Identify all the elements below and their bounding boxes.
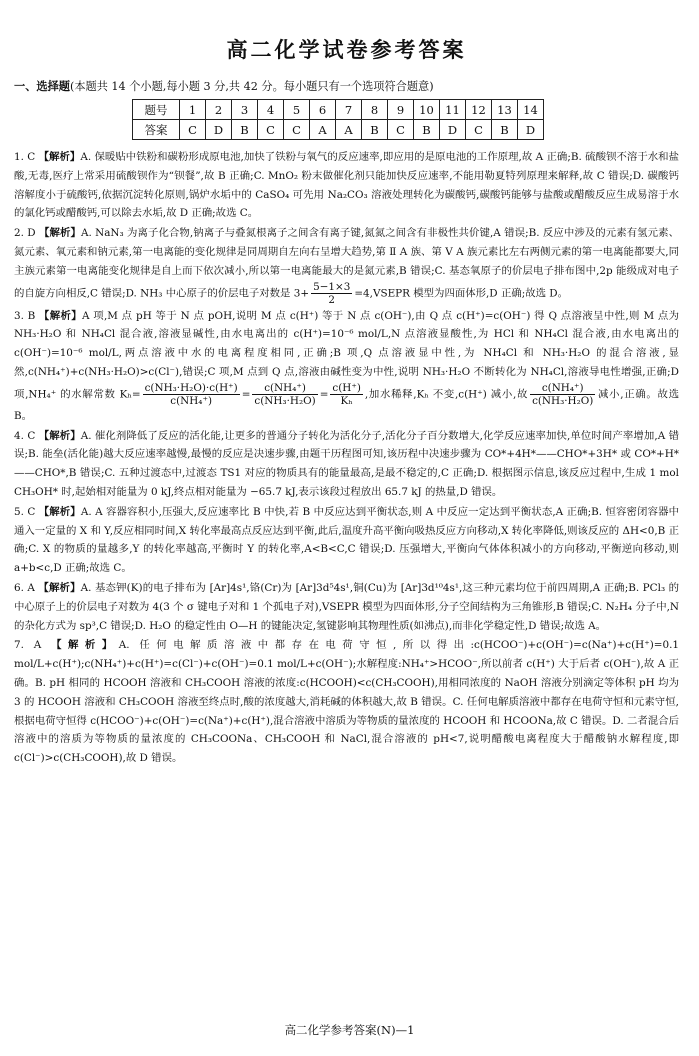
question-number-cell: 14 <box>518 100 544 120</box>
question-number-cell: 7 <box>336 100 362 120</box>
page-title: 高二化学试卷参考答案 <box>226 38 467 62</box>
analysis-tag: 【解析】 <box>38 505 81 518</box>
question-number-cell: 4 <box>258 100 284 120</box>
explanation-text: A. 催化剂降低了反应的活化能,让更多的普通分子转化为活化分子,活化分子百分数增大,化学反应速率加快,单位时间产率增加,A 错误;B. 能垒(活化能)越大反应速率越慢,最慢的反应是决速步骤,由题干历程图可知,该历程中决速步骤为 CO*+4H*——CHO*+3H* 或 CO*+H*——CHO*,B 错误;C. 五种过渡态中,过渡态 TS1 对应的物质具有的能量最高,是最不稳定的,C 正确;D. 根据图示信息,该反应过程中,生成 1 mol CH₃OH* 时,起始相对能量为 0 kJ,终点相对能量为 −65.7 kJ,表示该段过程放出 65.7 kJ 的热量,D 错误。 <box>14 429 680 498</box>
answer-cell: C <box>258 120 284 140</box>
fraction-numerator: 5−1×3 <box>313 280 351 293</box>
answer-cell: C <box>388 120 414 140</box>
section-header <box>14 78 679 96</box>
explanation-q1 <box>14 148 679 223</box>
question-number-cell: 9 <box>388 100 414 120</box>
answer-table-number-row <box>133 100 544 120</box>
fraction-numerator: c(NH₃·H₂O)·c(H⁺) <box>144 381 238 394</box>
question-number-cell: 13 <box>492 100 518 120</box>
section-heading: 一、选择题 <box>14 80 70 93</box>
explanation-text: A. NaN₃ 为离子化合物,钠离子与叠氮根离子之间含有离子键,氮氮之间含有非极性共价键,A 错误;B. 反应中涉及的元素有氢元素、氮元素、氧元素和钠元素,第一电离能的变化规律是同周期自左向右呈增大趋势,第 Ⅱ A 族、第 Ⅴ A 族元素比左右两侧元素的第一电离能都要大,同主族元素第一电离能变化规律是自上而下依次减小,所以第一电离能最大的是氮元素,B 错误;C. 基态氧原子的价层电子排布图中,2p 能级成对电子的自旋方向相反,C 错误;D. NH₃ 中心原子的价层电子对数是 3+ <box>14 227 679 300</box>
page-footer: 高二化学参考答案(N)—1 <box>284 1023 415 1037</box>
fraction-numerator: c(NH₄⁺) <box>252 382 317 395</box>
question-number-cell: 12 <box>466 100 492 120</box>
explanation-text: A. 任何电解质溶液中都存在电荷守恒,所以得出:c(HCOO⁻)+c(OH⁻)=c(Na⁺)+c(H⁺)=0.1 mol/L+c(H⁺);c(NH₄⁺)+c(H⁺)=c(Cl⁻)+c(OH⁻)=0.1 mol/L+c(OH⁻);水解程度:NH₄⁺>HCOO⁻,所以前者 c(H⁺) 大于后者 c(OH⁻),故 A 正确。B. pH 相同的 HCOOH 溶液和 CH₃COOH 溶液的浓度:c(HCOOH)<c(CH₃COOH),用相同浓度的 NaOH 溶液分别滴定等体积 pH 均为 3 的 HCOOH 溶液和 CH₃COOH 溶液至终点时,酸的浓度越大,消耗碱的体积越大,故 B 错误。C. 任何电解质溶液中都存在电荷守恒和元素守恒,根据电荷守恒得 c(HCOO⁻)+c(OH⁻)=c(Na⁺)+c(H⁺),混合溶液中溶质为等物质的量浓度的 HCOOH 和 HCOONa,故 C 错误。D. 二者混合后溶液中的溶质为等物质的量浓度的 CH₃COONa、CH₃COOH 和 NaCl,混合溶液的 pH<7,说明醋酸电离程度大于醋酸钠水解程度,即 c(Cl⁻)>c(CH₃COOH),故 D 错误。 <box>14 639 679 765</box>
explanation-text: A. A 容器容积小,压强大,反应速率比 B 中快,若 B 中反应达到平衡状态,则 A 中反应一定达到平衡状态,A 正确;B. 恒容密闭容器中通入一定量的 X 和 Y,反应相同时间,X 转化率最高点反应达到平衡,此后,温度升高平衡向吸热反应方向移动,X 转化率降低,则该反应的 ΔH<0,B 正确;C. X 的物质的量越多,Y 的转化率越高,平衡时 Y 的转化率,A<B<C,C 错误;D. 压强增大,平衡向气体体积减小的方向移动,平衡逆向移动,则 a+b<c,D 正确;故选 C。 <box>14 505 679 575</box>
question-number-cell: 6 <box>310 100 336 120</box>
fraction-denominator: c(NH₃·H₂O) <box>254 394 316 407</box>
question-number-cell: 1 <box>180 100 206 120</box>
analysis-tag: 【解析】 <box>38 309 83 322</box>
analysis-tag: 【解析】 <box>38 581 81 594</box>
answer-cell: B <box>232 120 258 140</box>
section-note: (本题共 14 个小题,每小题 3 分,共 42 分。每小题只有一个选项符合题意) <box>69 80 434 93</box>
explanation-q5 <box>14 503 679 578</box>
fraction <box>311 281 352 306</box>
question-number: 4. C <box>14 429 36 442</box>
question-number: 6. A <box>14 581 35 594</box>
explanation-text: ,加水稀释,Kₕ 不变,c(H⁺) 减小,故 <box>364 388 529 401</box>
answer-cell: C <box>466 120 492 140</box>
question-number-cell: 5 <box>284 100 310 120</box>
question-number-cell: 3 <box>232 100 258 120</box>
fraction <box>143 382 240 407</box>
answer-cell: D <box>206 120 232 140</box>
answer-cell: D <box>518 120 544 140</box>
analysis-tag: 【解析】 <box>39 227 81 240</box>
question-number-cell: 8 <box>362 100 388 120</box>
explanation-q2 <box>14 224 679 305</box>
explanation-text: A. 保暖贴中铁粉和碳粉形成原电池,加快了铁粉与氧气的反应速率,即应用的是原电池的工作原理,故 A 正确;B. 硫酸钡不溶于水和盐酸,无毒,医疗上常采用硫酸钡作为“钡餐”,故 B 正确;C. MnO₂ 粉末做催化剂只能加快反应速率,不能用勒夏特列原理来解释,故 C 错误;D. 碳酸钙溶解度小于硫酸钙,依据沉淀转化原则,锅炉水垢中的 CaSO₄ 可先用 Na₂CO₃ 溶液处理转化为碳酸钙,碳酸钙能够与盐酸或醋酸反应生成易溶于水的氯化钙或醋酸钙,可以除去水垢,故 D 正确;故选 C。 <box>14 151 680 220</box>
fraction-numerator: c(NH₄⁺) <box>530 382 595 395</box>
question-number-cell: 2 <box>206 100 232 120</box>
fraction <box>252 382 317 407</box>
answer-cell: A <box>336 120 362 140</box>
explanation-q6 <box>14 579 679 635</box>
explanation-text: 减小,正确。故选 B。 <box>14 388 679 422</box>
question-number: 3. B <box>14 309 36 322</box>
answer-cell: D <box>440 120 466 140</box>
number-row-header: 题号 <box>133 100 180 120</box>
answer-table-answer-row <box>133 120 544 140</box>
answer-cell: C <box>284 120 310 140</box>
analysis-tag: 【解析】 <box>51 639 119 652</box>
fraction-denominator: 2 <box>328 293 336 306</box>
fraction-denominator: c(NH₄⁺) <box>170 394 213 407</box>
fraction-numerator: c(H⁺) <box>332 381 361 394</box>
explanation-q3: 3. B 【解析】A 项,M 点 pH 等于 N 点 pOH,说明 M 点 c(H⁺) 等于 N 点 c(OH⁻),由 Q 点 c(H⁺)=c(OH⁻) 得 Q 点溶液呈中性,则 M 点为 NH₃·H₂O 和 NH₄Cl 混合液,溶液显碱性,由水电离出的 c(H⁺)=10⁻⁶ mol/L,N 点溶液显酸性,为 HCl 和 NH₄Cl 混合液,由水电离出的 c(OH⁻)=10⁻⁶ mol/L,两点溶液中水的电离程度相同,正确;B 项,Q 点溶液显中性,为 NH₄Cl 和 NH₃·H₂O 的混合溶液,显然,c(NH₄⁺)+c(NH₃·H₂O)>c(Cl⁻),错误;C 项,M 点到 Q 点,溶液由碱性变为中性,说明 NH₃·H₂O 不断转化为 NH₄Cl,溶液导电性增强,正确;D 项,NH₄⁺ 的水解常数 Kₕ= $\frac{\text{c(NH₃·H₂O)·c(H⁺)}}{\text{c(NH₄⁺)}}$ = $\frac{\text{c(NH₄⁺)}}{\text{c(NH₃·H₂O)}}$ = $\frac{c(H^+)}{\text{Kₕ}}$ ,加水稀释,Kₕ 不变,c(H⁺) 减小,故 $\frac{\text{c(NH₄⁺)}}{\text{c(NH₃·H₂O)}}$ 减小,正确。故选 B。 <box>14 309 679 422</box>
fraction-denominator: Kₕ <box>340 394 353 407</box>
analysis-tag: 【解析】 <box>38 429 81 442</box>
question-number: 7. A <box>14 639 42 652</box>
question-number-cell: 10 <box>414 100 440 120</box>
fraction <box>530 382 595 407</box>
explanation-text: =4,VSEPR 模型为四面体形,D 正确;故选 D。 <box>354 287 569 300</box>
analysis-tag: 【解析】 <box>38 151 81 163</box>
fraction <box>330 382 362 407</box>
answer-cell: B <box>492 120 518 140</box>
answer-row-header: 答案 <box>133 120 180 140</box>
explanation-text: A 项,M 点 pH 等于 N 点 pOH,说明 M 点 c(H⁺) 等于 N 点 c(OH⁻),由 Q 点 c(H⁺)=c(OH⁻) 得 Q 点溶液呈中性,则 M 点为 NH₃·H₂O 和 NH₄Cl 混合液,溶液显碱性,由水电离出的 c(H⁺)=10⁻⁶ mol/L,N 点溶液显酸性,为 HCl 和 NH₄Cl 混合液,由水电离出的 c(OH⁻)=10⁻⁶ mol/L,两点溶液中水的电离程度相同,正确;B 项,Q 点溶液显中性,为 NH₄Cl 和 NH₃·H₂O 的混合溶液,显然,c(NH₄⁺)+c(NH₃·H₂O)>c(Cl⁻),错误;C 项,M 点到 Q 点,溶液由碱性变为中性,说明 NH₃·H₂O 不断转化为 NH₄Cl,溶液导电性增强,正确;D 项,NH₄⁺ 的水解常数 Kₕ= <box>14 309 679 401</box>
question-number-cell: 11 <box>440 100 466 120</box>
fraction-denominator: c(NH₃·H₂O) <box>532 394 594 407</box>
answer-cell: B <box>362 120 388 140</box>
explanation-text: A. 基态钾(K)的电子排布为 [Ar]4s¹,铬(Cr)为 [Ar]3d⁵4s¹,铜(Cu)为 [Ar]3d¹⁰4s¹,这三种元素均位于前四周期,A 正确;B. PCl₃ 的中心原子上的价层电子对数为 4(3 个 σ 键电子对和 1 个孤电子对),VSEPR 模型为四面体形,分子空间结构为三角锥形,B 错误;C. N₂H₄ 分子中,N 的杂化方式为 sp³,C 错误;D. H₂O 的稳定性由 O—H 的键能决定,氢键影响其物理性质(如沸点),而非化学稳定性,D 错误;故选 A。 <box>14 581 679 632</box>
answer-table <box>132 99 544 140</box>
question-number: 1. C <box>14 151 36 163</box>
question-number: 5. C <box>14 505 36 518</box>
explanation-q7 <box>14 636 679 768</box>
answer-cell: C <box>180 120 206 140</box>
answer-cell: B <box>414 120 440 140</box>
question-number: 2. D <box>14 227 36 240</box>
explanation-q4 <box>14 427 679 502</box>
answer-cell: A <box>310 120 336 140</box>
